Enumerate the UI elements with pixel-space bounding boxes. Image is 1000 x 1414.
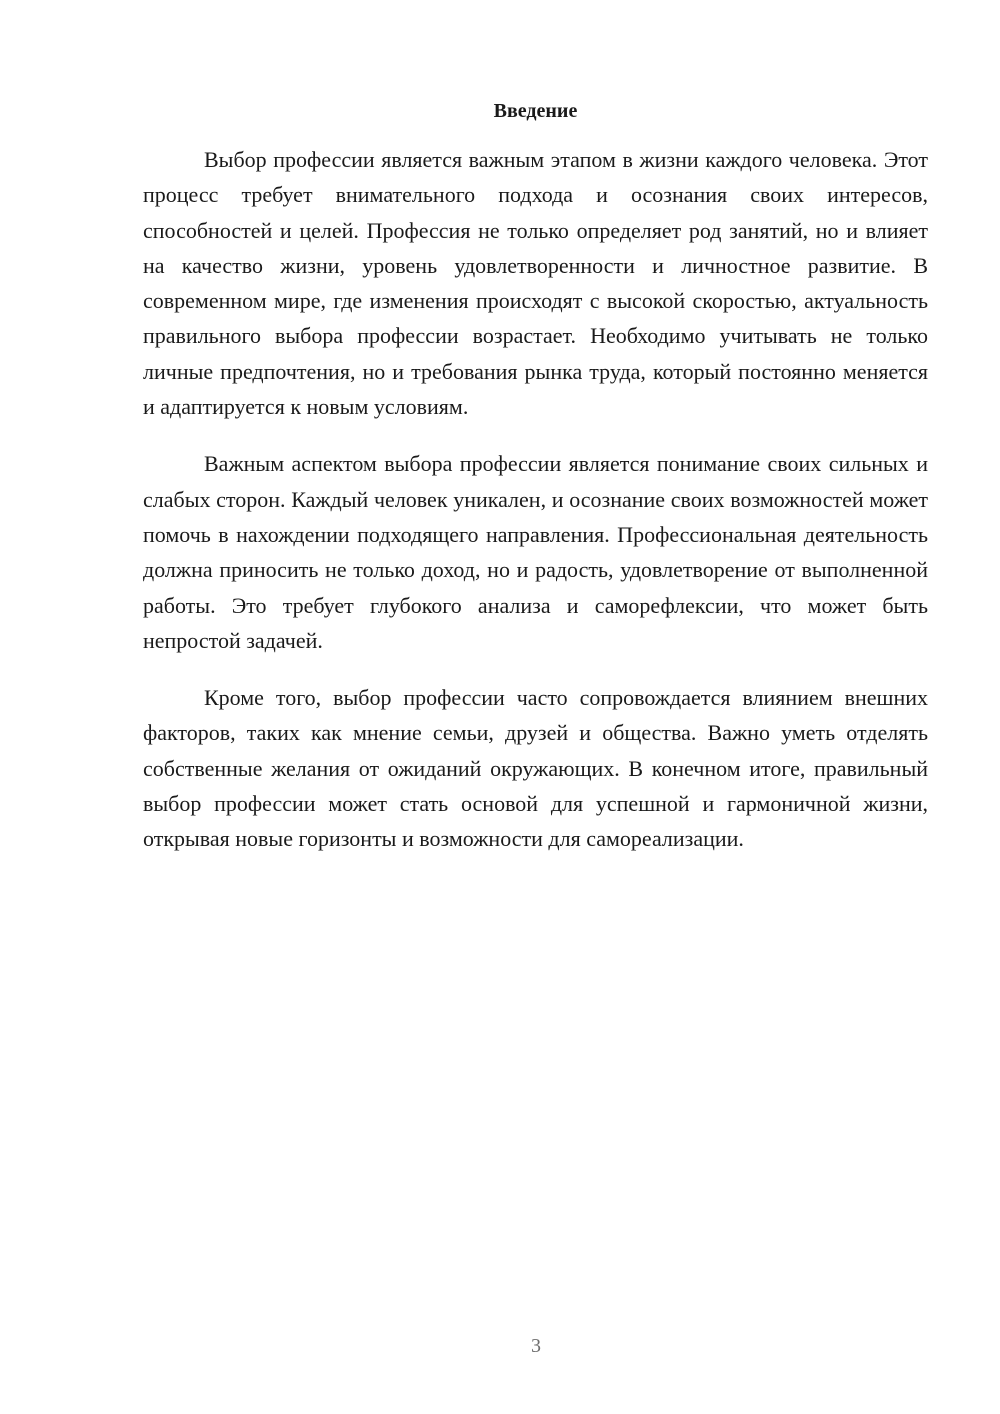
document-body [143, 142, 928, 879]
section-heading: Введение [493, 100, 578, 122]
paragraph-3: Кроме того, выбор профессии часто сопровождается влиянием внешних факторов, таких как мнение семьи, друзей и общества. Важно уметь отделять собственные желания от ожиданий окружающих. В конечном итоге, правильный выбор профессии может стать основой для успешной и гармоничной жизни, открывая новые горизонты и возможности для самореализации. [143, 685, 928, 852]
paragraph-1: Выбор профессии является важным этапом в жизни каждого человека. Этот процесс требует внимательного подхода и осознания своих интересов, способностей и целей. Профессия не только определяет род занятий, но и влияет на качество жизни, уровень удовлетворенности и личностное развитие. В современном мире, где изменения происходят с высокой скоростью, актуальность правильного выбора профессии возрастает. Необходимо учитывать не только личные предпочтения, но и требования рынка труда, который постоянно меняется и адаптируется к новым условиям. [143, 147, 928, 420]
page-number: 3 [531, 1335, 541, 1357]
paragraph-2: Важным аспектом выбора профессии является понимание своих сильных и слабых сторон. Каждый человек уникален, и осознание своих возможностей может помочь в нахождении подходящего направления. Профессиональная деятельность должна приносить не только доход, но и радость, удовлетворение от выполненной работы. Это требует глубокого анализа и саморефлексии, что может быть непростой задачей. [143, 451, 928, 653]
